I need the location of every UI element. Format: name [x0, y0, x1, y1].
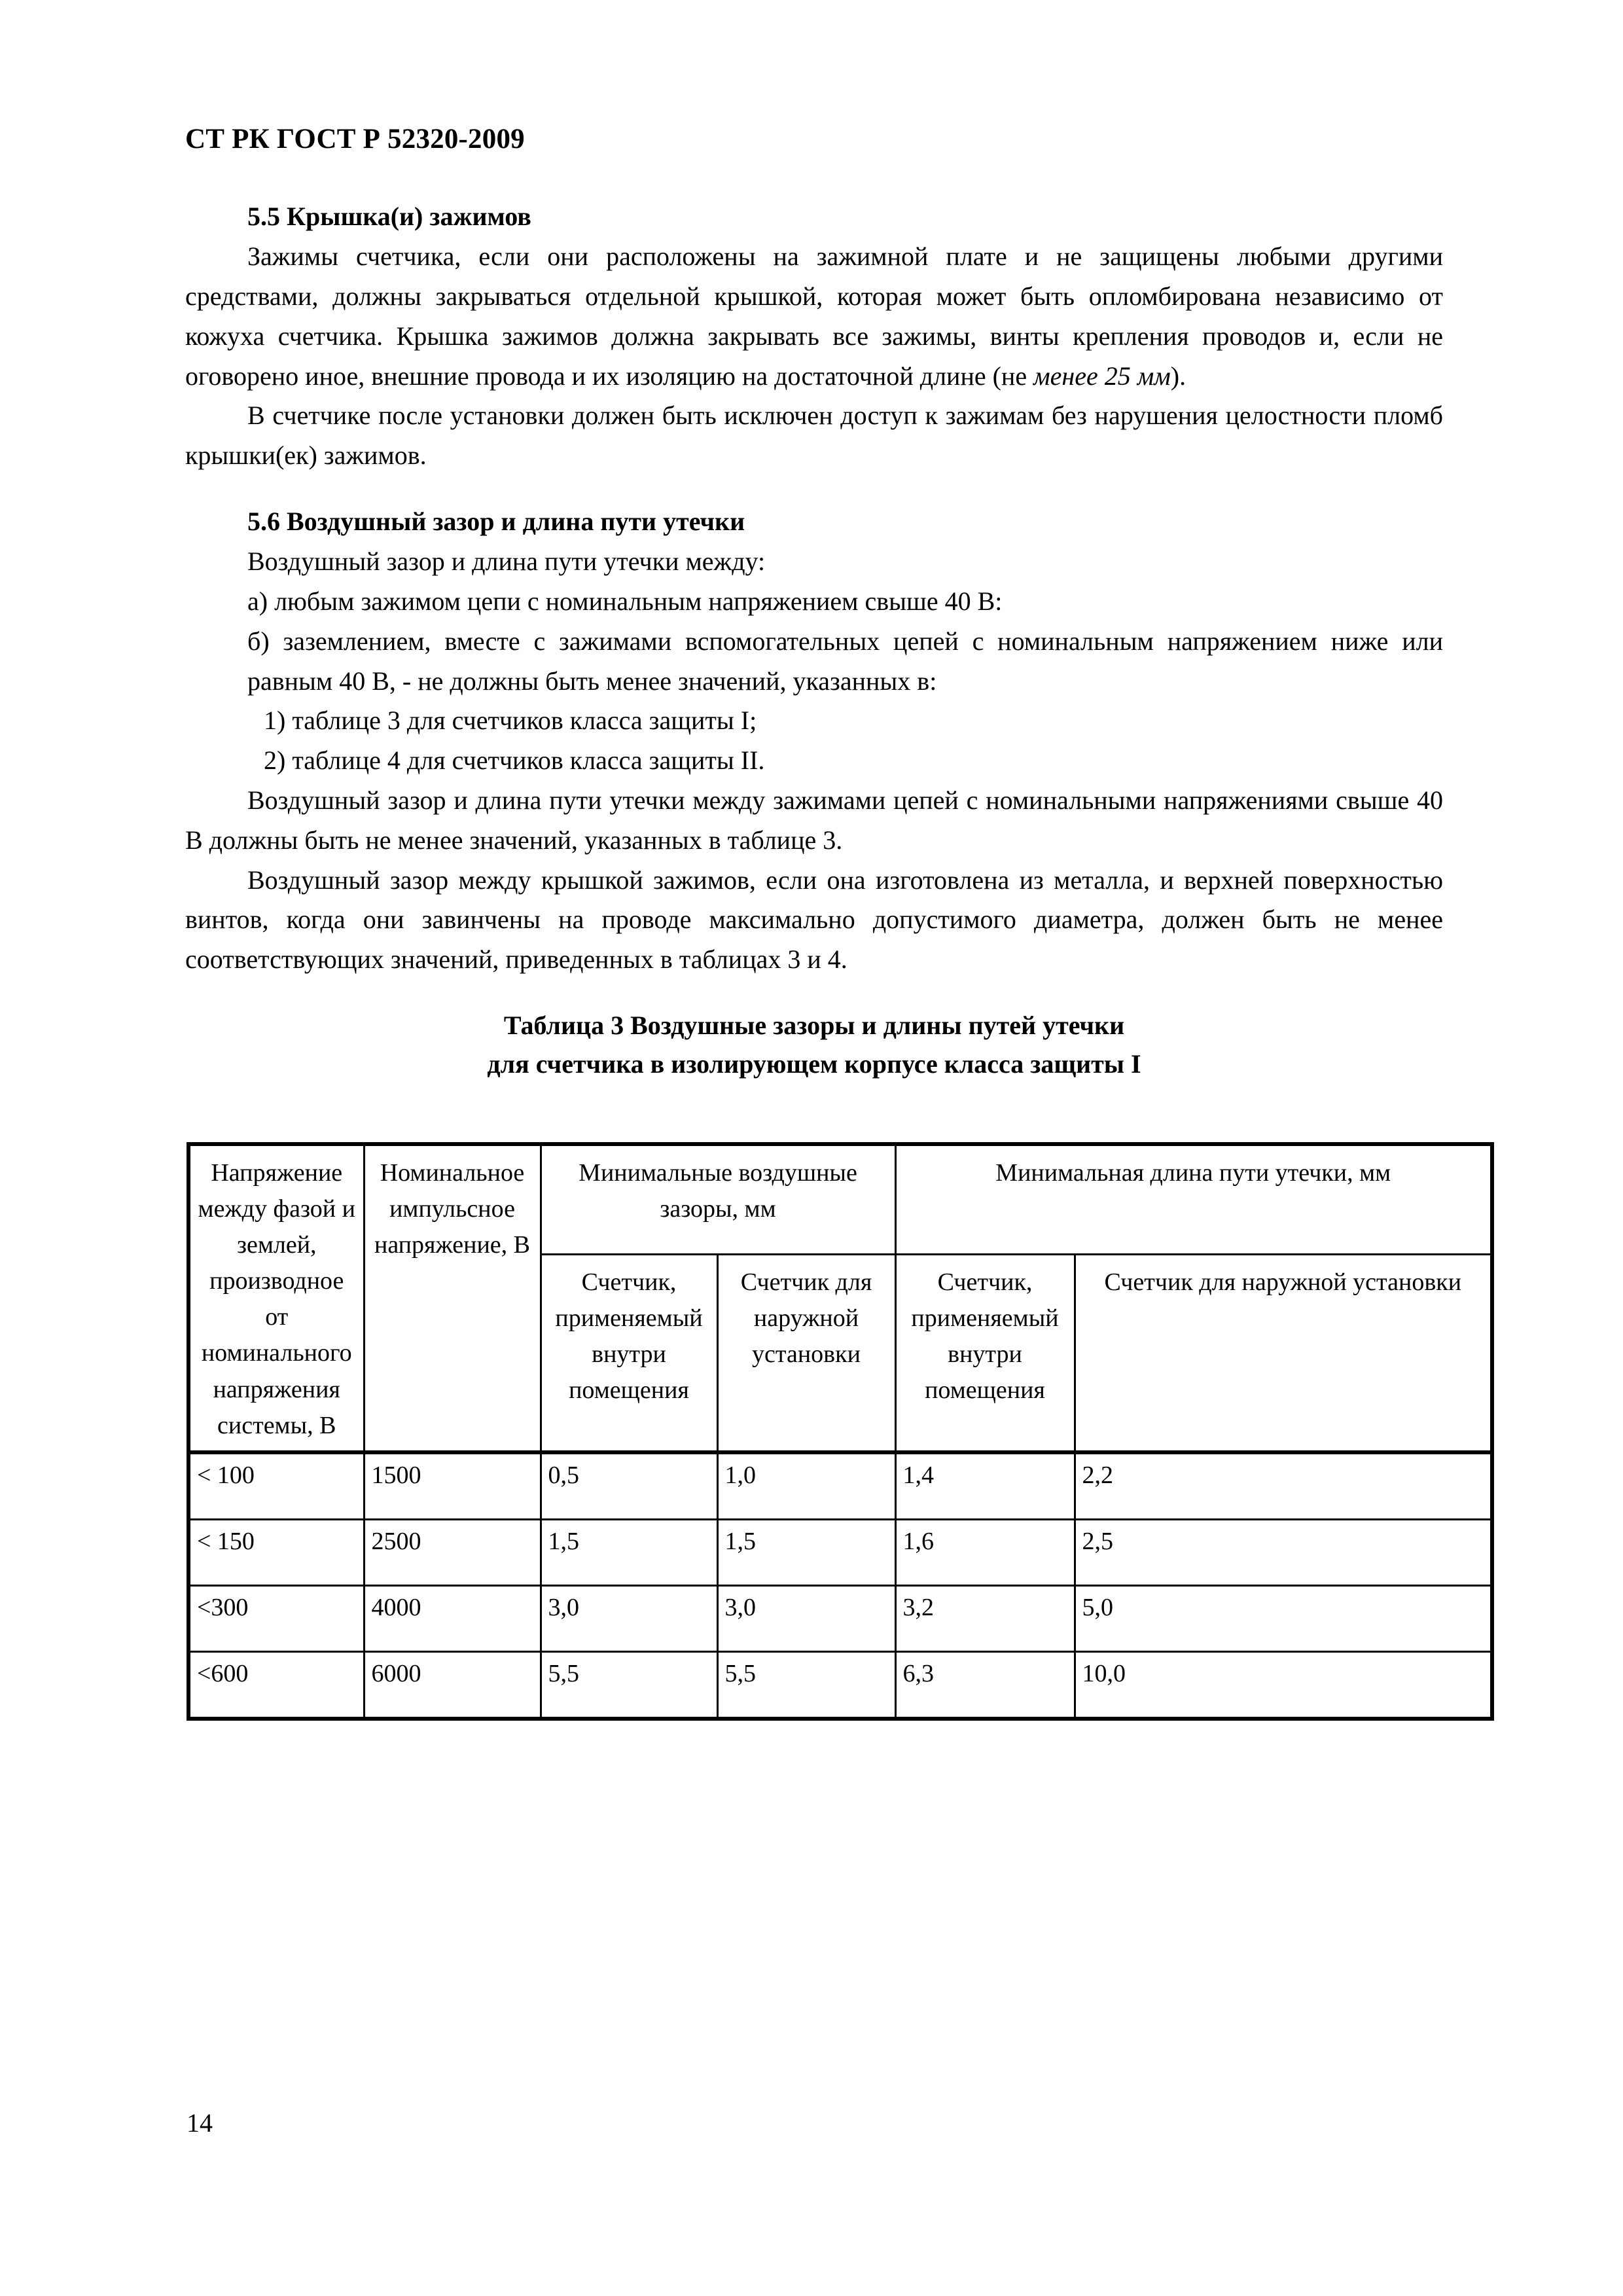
cell-outdoor-clearance: 3,0: [717, 1585, 895, 1651]
cell-voltage: <300: [188, 1585, 364, 1651]
cell-voltage: < 100: [188, 1452, 364, 1520]
paragraph-5-6-1: Воздушный зазор и длина пути утечки между зажимами цепей с номинальными напряжениями свыше 40 В должны быть не менее значений, указанных в таблице 3.: [185, 785, 1443, 855]
cell-indoor-clearance: 5,5: [541, 1651, 717, 1719]
header-cell-voltage: Напряжение между фазой и землей, производное от номинального напряжения системы, В: [188, 1144, 364, 1452]
header-cell-indoor-creepage: Счетчик, применяемый внутри помещения: [895, 1254, 1075, 1452]
table-header: [188, 1144, 1492, 1452]
cell-outdoor-clearance: 1,5: [717, 1519, 895, 1585]
lead-text-5-6: Воздушный зазор и длина пути утечки между:: [247, 547, 766, 577]
header-cell-outdoor-clearance: Счетчик для наружной установки: [717, 1254, 895, 1452]
table-row: [188, 1585, 1492, 1651]
table-3-clearances: [187, 1142, 1494, 1721]
page-number: 14: [187, 2108, 213, 2138]
sub-item-2: 2) таблице 4 для счетчиков класса защиты II.: [264, 745, 765, 776]
cell-impulse-voltage: 1500: [364, 1452, 541, 1520]
running-header: СТ РК ГОСТ Р 52320-2009: [185, 124, 525, 154]
cell-indoor-clearance: 3,0: [541, 1585, 717, 1651]
cell-indoor-clearance: 1,5: [541, 1519, 717, 1585]
sub-item-1: 1) таблице 3 для счетчиков класса защиты I;: [264, 706, 757, 736]
table-row: [188, 1651, 1492, 1719]
section-heading-5-5: 5.5 Крышка(и) зажимов: [247, 202, 531, 231]
list-item-b: б) заземлением, вместе с зажимами вспомогательных цепей с номинальным напряжением ниже или равным 40 В, - не должны быть менее значений, указанных в:: [247, 626, 1443, 696]
paragraph-5-5-2: В счетчике после установки должен быть исключен доступ к зажимам без нарушения целостности пломб крышки(ек) зажимов.: [185, 401, 1443, 471]
cell-indoor-creepage: 3,2: [895, 1585, 1075, 1651]
italic-tail: ).: [1170, 361, 1186, 391]
cell-impulse-voltage: 2500: [364, 1519, 541, 1585]
header-cell-outdoor-creepage: Счетчик для наружной установки: [1075, 1254, 1492, 1452]
paragraph-5-6-2: Воздушный зазор между крышкой зажимов, если она изготовлена из металла, и верхней поверхностью винтов, когда они завинчены на проводе максимально допустимого диаметра, должен быть не менее соответствующих значений, приведенных в таблицах 3 и 4.: [185, 865, 1443, 975]
cell-outdoor-creepage: 2,2: [1075, 1452, 1492, 1520]
paragraph-text: Зажимы счетчика, если они расположены на зажимной плате и не защищены любыми другими средствами, должны закрываться отдельной крышкой, которая может быть опломбирована независимо от кожуха счетчика. Крышка зажимов должна закрывать все зажимы, винты крепления проводов и, если не оговорено иное, внешние провода и их изоляцию на достаточной длине (не: [185, 242, 1443, 391]
cell-outdoor-creepage: 10,0: [1075, 1651, 1492, 1719]
table-row: [188, 1452, 1492, 1520]
cell-indoor-creepage: 1,6: [895, 1519, 1075, 1585]
section-heading-5-6: 5.6 Воздушный зазор и длина пути утечки: [247, 506, 745, 536]
italic-note: менее 25 мм: [1033, 361, 1171, 391]
cell-outdoor-clearance: 5,5: [717, 1651, 895, 1719]
cell-voltage: <600: [188, 1651, 364, 1719]
cell-indoor-clearance: 0,5: [541, 1452, 717, 1520]
header-group-creepage: Минимальная длина пути утечки, мм: [895, 1144, 1492, 1254]
table-caption: [185, 1007, 1443, 1084]
cell-indoor-creepage: 1,4: [895, 1452, 1075, 1520]
cell-impulse-voltage: 6000: [364, 1651, 541, 1719]
cell-indoor-creepage: 6,3: [895, 1651, 1075, 1719]
list-item-a: а) любым зажимом цепи с номинальным напряжением свыше 40 В:: [247, 586, 1003, 616]
table-caption-line-1: Таблица 3 Воздушные зазоры и длины путей утечки: [503, 1011, 1125, 1040]
table-row: [188, 1519, 1492, 1585]
cell-outdoor-creepage: 5,0: [1075, 1585, 1492, 1651]
header-cell-indoor-clearance: Счетчик, применяемый внутри помещения: [541, 1254, 717, 1452]
cell-impulse-voltage: 4000: [364, 1585, 541, 1651]
table-body: [188, 1452, 1492, 1719]
cell-voltage: < 150: [188, 1519, 364, 1585]
header-cell-impulse-voltage: Номинальное импульсное напряжение, В: [364, 1144, 541, 1452]
header-group-air-clearances: Минимальные воздушные зазоры, мм: [541, 1144, 895, 1254]
paragraph-5-5-1: [185, 237, 1443, 396]
table-caption-line-2: для счетчика в изолирующем корпусе класса защиты I: [487, 1049, 1141, 1079]
cell-outdoor-creepage: 2,5: [1075, 1519, 1492, 1585]
document-body: [185, 200, 1443, 980]
table-header-row-1: [188, 1144, 1492, 1254]
cell-outdoor-clearance: 1,0: [717, 1452, 895, 1520]
